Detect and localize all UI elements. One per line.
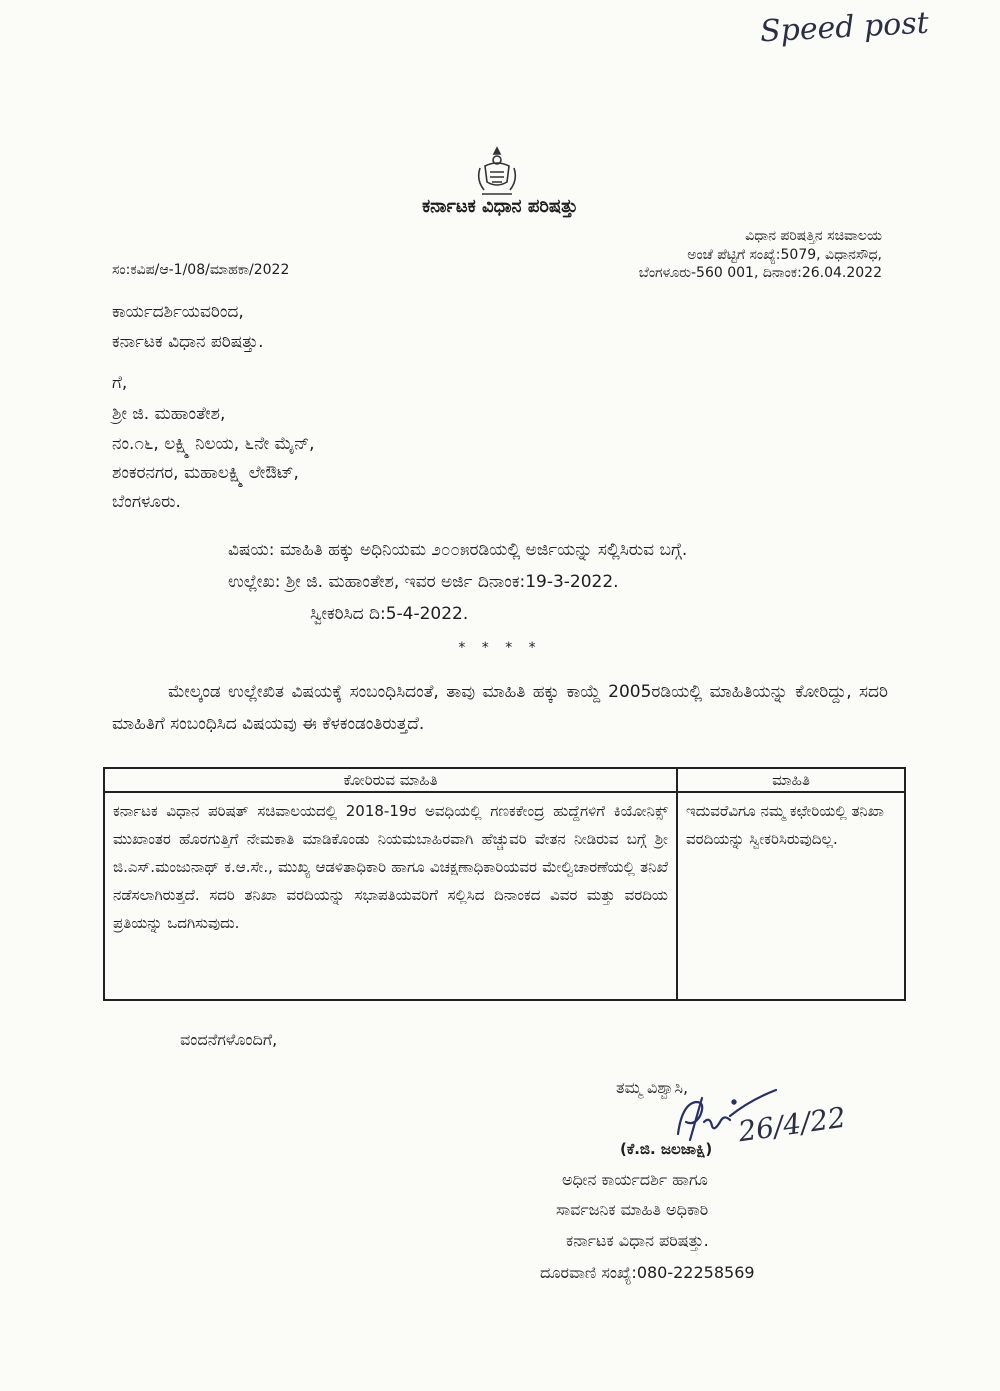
handwritten-note: Speed post: [759, 5, 930, 50]
reference-number: ಸಂ:ಕವಿಪ/ಆ-1/08/ಮಾಹಕಾ/2022: [112, 262, 290, 278]
state-emblem-icon: [468, 144, 526, 202]
response-cell: ಇದುವರೆವಿಗೂ ನಮ್ಮ ಕಛೇರಿಯಲ್ಲಿ ತನಿಖಾ ವರದಿಯನ್ನು ಸ್ವೀಕರಿಸಿರುವುದಿಲ್ಲ.: [677, 792, 905, 1000]
designation-line-1: ಅಧೀನ ಕಾರ್ಯದರ್ಶಿ ಹಾಗೂ: [562, 1170, 708, 1189]
closing-greeting: ವಂದನೆಗಳೊಂದಿಗೆ,: [180, 1030, 278, 1049]
from-line-2: ಕರ್ನಾಟಕ ವಿಧಾನ ಪರಿಷತ್ತು.: [112, 332, 264, 352]
po-box: ಅಂಚೆ ಪೆಟ್ಟಿಗೆ ಸಂಖ್ಯೆ:5079, ವಿಧಾನಸೌಧ,: [687, 247, 882, 263]
information-table: [103, 767, 906, 1001]
table-header-row: [104, 768, 905, 792]
separator: * * * *: [458, 640, 542, 656]
received-line: ಸ್ವೀಕರಿಸಿದ ದಿ:5-4-2022.: [310, 604, 469, 624]
recipient-address-1: ನಂ.೧೬, ಲಕ್ಷ್ಮಿ ನಿಲಯ, ೬ನೇ ಮೈನ್,: [112, 434, 315, 454]
header-requested-info: ಕೋರಿರುವ ಮಾಹಿತಿ: [104, 768, 677, 792]
phone-number: ದೂರವಾಣಿ ಸಂಖ್ಯೆ:080-22258569: [540, 1263, 755, 1282]
signatory-name: (ಕೆ.ಜಿ. ಜಲಜಾಕ್ಷಿ): [620, 1140, 713, 1158]
requested-info-cell: ಕರ್ನಾಟಕ ವಿಧಾನ ಪರಿಷತ್ ಸಚಿವಾಲಯದಲ್ಲಿ 2018-19ರ ಅವಧಿಯಲ್ಲಿ ಗಣಕಕೇಂದ್ರ ಹುದ್ದೆಗಳಿಗೆ ಕಿಯೋನಿಕ್ಸ್ ಮುಖಾಂತರ ಹೊರಗುತ್ತಿಗೆ ನೇಮಕಾತಿ ಮಾಡಿಕೊಂಡು ನಿಯಮಬಾಹಿರವಾಗಿ ಹೆಚ್ಚುವರಿ ವೇತನ ನೀಡಿರುವ ಬಗ್ಗೆ ಶ್ರೀ ಜಿ.ಎಸ್.ಮಂಜುನಾಥ್ ಕ.ಆ.ಸೇ., ಮುಖ್ಯ ಆಡಳಿತಾಧಿಕಾರಿ ಹಾಗೂ ವಿಚಕ್ಷಣಾಧಿಕಾರಿಯವರ ಮೇಲ್ವಿಚಾರಣೆಯಲ್ಲಿ ತನಿಖೆ ನಡೆಸಲಾಗಿರುತ್ತದೆ. ಸದರಿ ತನಿಖಾ ವರದಿಯನ್ನು ಸಭಾಪತಿಯವರಿಗೆ ಸಲ್ಲಿಸಿದ ದಿನಾಂಕದ ವಿವರ ಮತ್ತು ವರದಿಯ ಪ್ರತಿಯನ್ನು ಒದಗಿಸುವುದು.: [104, 792, 677, 1000]
table-row: [104, 792, 905, 1000]
signature-date: 26/4/22: [736, 1100, 848, 1149]
reference-line: ಉಲ್ಲೇಖ: ಶ್ರೀ ಜಿ. ಮಹಾಂತೇಶ, ಇವರ ಅರ್ಜಿ ದಿನಾಂಕ:19-3-2022.: [228, 572, 619, 592]
body-paragraph: ಮೇಲ್ಕಂಡ ಉಲ್ಲೇಖಿತ ವಿಷಯಕ್ಕೆ ಸಂಬಂಧಿಸಿದಂತೆ, ತಾವು ಮಾಹಿತಿ ಹಕ್ಕು ಕಾಯ್ದೆ 2005ರಡಿಯಲ್ಲಿ ಮಾಹಿತಿಯನ್ನು ಕೋರಿದ್ದು, ಸದರಿ ಮಾಹಿತಿಗೆ ಸಂಬಂಧಿಸಿದ ವಿಷಯವು ಈ ಕೆಳಕಂಡಂತಿರುತ್ತದೆ.: [112, 682, 888, 734]
from-line-1: ಕಾರ್ಯದರ್ಶಿಯವರಿಂದ,: [112, 302, 244, 322]
subject-line: ವಿಷಯ: ಮಾಹಿತಿ ಹಕ್ಕು ಅಧಿನಿಯಮ ೨೦೦೫ರಡಿಯಲ್ಲಿ ಅರ್ಜಿಯನ್ನು ಸಲ್ಲಿಸಿರುವ ಬಗ್ಗೆ.: [228, 540, 688, 560]
recipient-name: ಶ್ರೀ ಜಿ. ಮಹಾಂತೇಶ,: [112, 404, 226, 424]
designation-line-3: ಕರ್ನಾಟಕ ವಿಧಾನ ಪರಿಷತ್ತು.: [566, 1231, 709, 1250]
to-salutation: ಗೆ,: [112, 373, 128, 393]
secretariat-name: ವಿಧಾನ ಪರಿಷತ್ತಿನ ಸಚಿವಾಲಯ: [745, 228, 882, 244]
yours-faithfully: ತಮ್ಮ ವಿಶ್ವಾಸಿ,: [616, 1078, 689, 1097]
recipient-city: ಬೆಂಗಳೂರು.: [112, 492, 181, 512]
header-info: ಮಾಹಿತಿ: [677, 768, 905, 792]
city-date: ಬೆಂಗಳೂರು-560 001, ದಿನಾಂಕ:26.04.2022: [638, 265, 882, 281]
designation-line-2: ಸಾರ್ವಜನಿಕ ಮಾಹಿತಿ ಅಧಿಕಾರಿ: [556, 1200, 709, 1219]
recipient-address-2: ಶಂಕರನಗರ, ಮಹಾಲಕ್ಷ್ಮಿ ಲೇಔಟ್,: [112, 463, 299, 483]
org-name: ಕರ್ನಾಟಕ ವಿಧಾನ ಪರಿಷತ್ತು: [422, 196, 578, 217]
